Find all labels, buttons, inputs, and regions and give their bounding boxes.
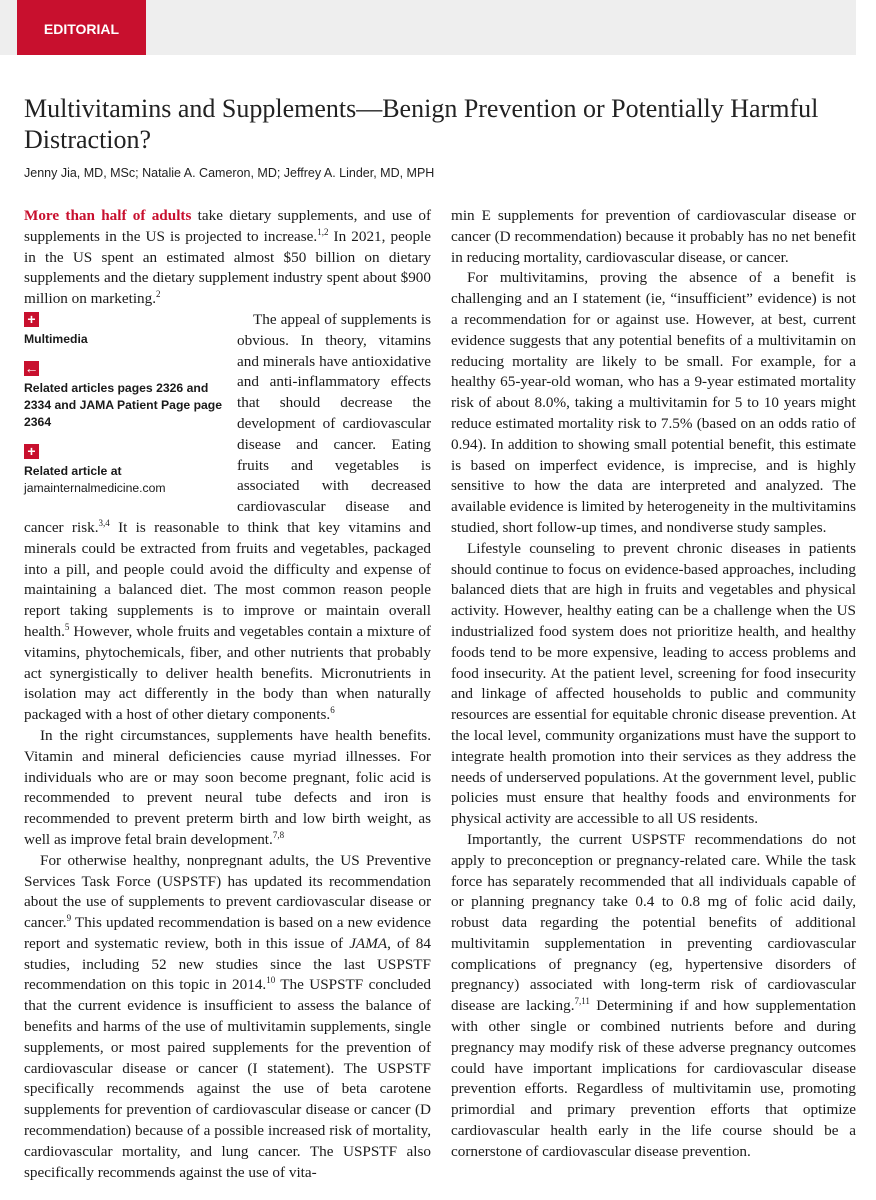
reference[interactable]: 10 [266, 975, 276, 986]
related-article-external-link[interactable] [24, 444, 227, 497]
related-label: Related articles pages 2326 and 2334 and [24, 380, 209, 412]
text: Determining if and how supplementation with other single or combined nutrients before and during pregnancy may modify risk of these adverse pregnancy outcomes could have important implications for cardiovascular disease prevention efforts. Regardless of multivitamin use, promoting primordial and primary prevention efforts that optimize cardiovascular health early in the life course should be a cornerstone of cardiovascular disease prevention. [451, 997, 856, 1160]
reference[interactable]: 9 [66, 913, 72, 924]
journal-name: JAMA [349, 934, 388, 952]
paragraph-7 [451, 830, 856, 1163]
related-label: Related article at [24, 463, 122, 478]
paragraph-1 [24, 206, 431, 310]
sidebar-links [24, 312, 227, 510]
text: In 2021, people in the US spent an estimated almost $50 billion on dietary supplements and the dietary supplement industry spent about $900 million on marketing. [24, 227, 431, 308]
paragraph-5: For multivitamins, proving the absence of a benefit is challenging and an I statement (ie, “insufficient” evidence) is not a recommendation for or against use. However, at best, current evidence suggests that any potential benefits of a multivitamin on reducing mortality are likely to be small. For example, for a healthy 65-year-old woman, who has a 9-year estimated mortality risk of about 8.0%, taking a multivitamin for 5 to 10 years might reduce estimated mortality risk to 7.5% (based on an odds ratio of 0.94). In addition to showing small potential benefit, this estimate is based on imperfect evidence, is imprecise, and is highly sensitive to how the data are interpreted and analyzed. The available evidence is limited by heterogeneity in the multivitamins studied, short follow-up times, and nondiverse study samples. [451, 269, 856, 536]
paragraph-6: Lifestyle counseling to prevent chronic diseases in patients should continue to focus on evidence-based approaches, including balanced diets that are high in fruits and vegetables and physical activity. However, healthy eating can be a challenge when the US industrialized food system does not prioritize health, and healthy foods tend to be more expensive, leading to access problems and food insecurity. At the patient level, screening for food insecurity and linkage of affected households to public and community resources are essential for equitable chronic disease prevention. At the local level, community organizations must have the support to integrate health promotion into their services as they address the needs of underserved populations. At the government level, public policies must ensure that healthy foods and environments for physical activity are accessible to all US residents. [451, 539, 856, 828]
text: It is reasonable to think that key vitamins and minerals could be extracted from fruits and vegetables, packaged into a pill, and people could avoid the difficulty and expense of maintaining a balanced diet. The most common reason people report taking supplements is to improve or maintain overall health. [24, 518, 431, 640]
patient-page-label: JAMA Patient Page [79, 397, 191, 412]
text: take dietary supplements, and use of supplements in the US is projected to increase. [24, 207, 431, 245]
right-column [451, 206, 856, 1163]
reference[interactable]: 2 [156, 289, 161, 300]
text: The USPSTF concluded that the current evidence is insufficient to assess the balance of benefits and harms of the use of multivitamin supplements, single supplements, or most paired supplements for the prevention of cardiovascular disease or cancer (I statement). The USPSTF specifically recommends against the use of beta carotene supplements for prevention of cardiovascular disease or cancer (D recommendation) because of a possible increased risk of mortality, cardiovascular mortality, and lung cancer. The USPSTF also specifically recommends against the use of vita- [24, 976, 432, 1181]
related-page: page 2364 [24, 397, 223, 429]
text: , of 84 studies, including 52 new studies since the last USPSTF recommendation on this topic in 2014. [24, 934, 431, 994]
paragraph-4-continued: min E supplements for prevention of cardiovascular disease or cancer (D recommendation) because it probably has no net benefit in reducing mortality, cardiovascular disease, or cancer. [451, 207, 856, 266]
arrow-left-icon: ← [24, 359, 39, 376]
plus-icon: + [24, 312, 39, 327]
related-site: jamainternalmedicine.com [24, 480, 166, 495]
reference[interactable]: 7,8 [272, 829, 285, 840]
multimedia-link[interactable] [24, 312, 227, 348]
paragraph-3 [24, 726, 431, 851]
left-column [24, 206, 431, 1183]
reference[interactable]: 7,11 [574, 996, 590, 1007]
multimedia-label: Multimedia [24, 331, 88, 346]
reference[interactable]: 5 [64, 621, 70, 632]
text: In the right circumstances, supplements have health benefits. Vitamin and mineral deficiencies cause myriad illnesses. For individuals who are or may soon become pregnant, folic acid is recommended to prevent neural tube defects and iron is recommended to prevent preterm birth and low birth weight, as well as improve fetal brain development. [24, 726, 431, 848]
lead-in: More than half of adults [24, 207, 192, 224]
reference[interactable]: 6 [330, 705, 335, 716]
related-articles-link[interactable] [24, 361, 227, 431]
author-list: Jenny Jia, MD, MSc; Natalie A. Cameron, MD; Jeffrey A. Linder, MD, MPH [24, 166, 435, 180]
text: This updated recommendation is based on a new evidence report and systematic review, both in this issue of [24, 914, 431, 952]
section-label: EDITORIAL [17, 0, 146, 55]
text: Importantly, the current USPSTF recommendations do not apply to preconception or pregnancy-related care. While the task force has separately recommended that all individuals capable of or planning pregnancy take 0.4 to 0.8 mg of folic acid daily, robust data regarding the potential benefits of additional multivitamin supplementation in preventing cardiovascular complications of pregnancy (eg, hypertensive disorders of pregnancy) associated with long-term risk of cardiovascular disease are lacking. [451, 830, 856, 1015]
text: The appeal of supplements is obvious. In theory, vitamins and minerals have antioxidative and anti-inflammatory effects that should decrease the development of cardiovascular disease and cancer. Eating fruits and vegetables is associated with decreased cardiovascular disease and cancer risk. [24, 310, 431, 536]
plus-icon: + [24, 444, 39, 459]
text: However, whole fruits and vegetables contain a mixture of vitamins, phytochemicals, fiber, and other nutrients that probably act synergistically to deliver health benefits. Micronutrients in isolation may act differently in the body than when naturally packaged with a host of other dietary components. [24, 622, 431, 724]
text: For otherwise healthy, nonpregnant adults, the US Preventive Services Task Force (USPSTF) has updated its recommendation about the use of supplements to prevent cardiovascular disease or cancer. [24, 851, 431, 932]
reference[interactable]: 3,4 [98, 517, 110, 528]
reference[interactable]: 1,2 [317, 226, 329, 237]
paragraph-4 [24, 851, 431, 1184]
article-title: Multivitamins and Supplements—Benign Prevention or Potentially Harmful Distraction? [24, 94, 819, 154]
